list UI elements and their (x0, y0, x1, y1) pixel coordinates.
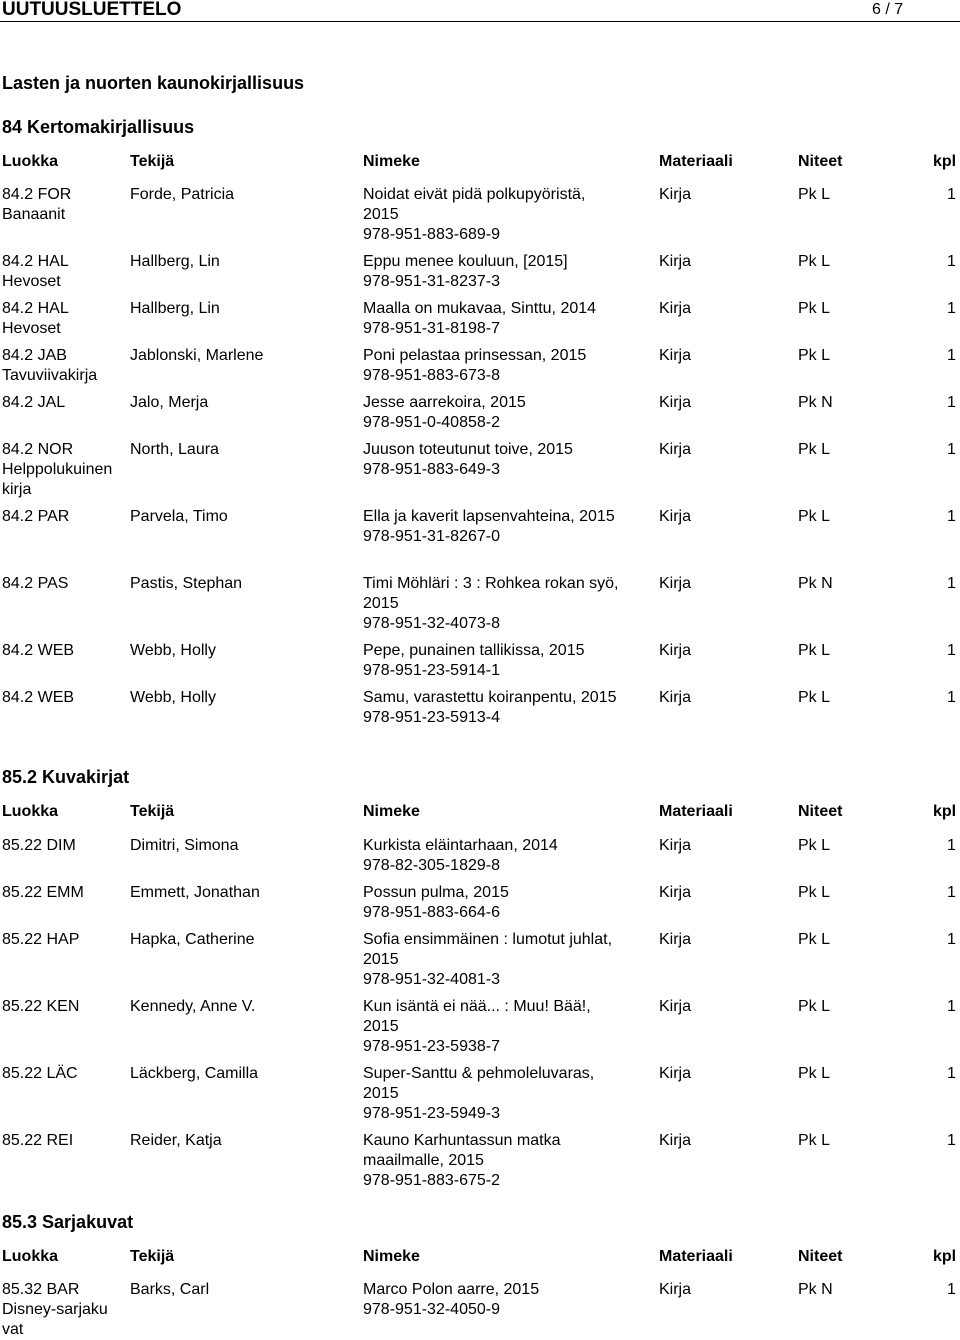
luokka-cell (2, 688, 74, 708)
title-cell (363, 346, 586, 386)
luokka-line: 85.22 HAP (2, 931, 80, 948)
title-cell (363, 688, 617, 728)
title-line: 978-951-0-40858-2 (363, 414, 500, 431)
title-line: 2015 (363, 206, 399, 223)
column-header-luokka: Luokka (2, 803, 59, 820)
title-line: Poni pelastaa prinsessan, 2015 (363, 347, 587, 364)
luokka-cell (2, 641, 74, 661)
author-cell: Jablonski, Marlene (130, 347, 264, 364)
title-line: 978-951-883-649-3 (363, 461, 500, 478)
luokka-cell (2, 930, 79, 950)
page-number: 6 / 7 (872, 1, 904, 18)
luokka-cell (2, 1280, 108, 1340)
title-line: Jesse aarrekoira, 2015 (363, 394, 526, 411)
material-cell: Kirja (659, 642, 692, 659)
title-line: 978-951-23-5949-3 (363, 1105, 500, 1122)
title-cell (363, 507, 615, 547)
title-line: 978-951-883-675-2 (363, 1172, 500, 1189)
main-heading: Lasten ja nuorten kaunokirjallisuus (2, 73, 305, 93)
luokka-line: Banaanit (2, 206, 66, 223)
column-header-tekija: Tekijä (130, 1248, 175, 1265)
luokka-line: Helppolukuinen (2, 461, 113, 478)
count-cell: 1 (947, 186, 956, 203)
luokka-cell (2, 883, 84, 903)
column-header-materiaali: Materiaali (659, 1248, 733, 1265)
title-line: 2015 (363, 951, 399, 968)
title-line: 2015 (363, 1018, 399, 1035)
title-line: 978-951-23-5938-7 (363, 1038, 500, 1055)
copies-location-cell: Pk L (798, 347, 831, 364)
luokka-cell (2, 252, 69, 292)
title-line: Kun isäntä ei nää... : Muu! Bää!, (363, 998, 591, 1015)
column-header-materiaali: Materiaali (659, 803, 733, 820)
material-cell: Kirja (659, 441, 692, 458)
luokka-line: 84.2 HAL (2, 253, 69, 270)
copies-location-cell: Pk L (798, 441, 831, 458)
title-cell (363, 1064, 594, 1124)
material-cell: Kirja (659, 575, 692, 592)
material-cell: Kirja (659, 508, 692, 525)
title-line: Sofia ensimmäinen : lumotut juhlat, (363, 931, 613, 948)
luokka-cell (2, 997, 79, 1017)
count-cell: 1 (947, 998, 956, 1015)
count-cell: 1 (947, 300, 956, 317)
copies-location-cell: Pk L (798, 689, 831, 706)
luokka-line: 85.32 BAR (2, 1281, 80, 1298)
count-cell: 1 (947, 931, 956, 948)
material-cell: Kirja (659, 837, 692, 854)
copies-location-cell: Pk L (798, 642, 831, 659)
title-cell (363, 997, 591, 1057)
luokka-cell (2, 346, 97, 386)
column-header-kpl: kpl (933, 153, 957, 170)
title-cell (363, 883, 509, 923)
luokka-cell (2, 574, 68, 594)
title-cell (363, 1280, 539, 1320)
author-cell: Hallberg, Lin (130, 253, 220, 270)
title-line: Super-Santtu & pehmoleluvaras, (363, 1065, 595, 1082)
material-cell: Kirja (659, 300, 692, 317)
luokka-cell (2, 185, 71, 225)
catalog-title: UUTUUSLUETTELO (2, 0, 182, 20)
luokka-line: 84.2 JAB (2, 347, 67, 364)
title-line: Noidat eivät pidä polkupyöristä, (363, 186, 586, 203)
count-cell: 1 (947, 884, 956, 901)
title-line: 978-951-32-4050-9 (363, 1301, 500, 1318)
title-line: 978-951-31-8267-0 (363, 528, 500, 545)
column-header-tekija: Tekijä (130, 153, 175, 170)
title-line: maailmalle, 2015 (363, 1152, 484, 1169)
count-cell: 1 (947, 1281, 956, 1298)
title-cell (363, 930, 612, 990)
luokka-line: 84.2 WEB (2, 642, 75, 659)
luokka-line: Hevoset (2, 273, 61, 290)
column-header-kpl: kpl (933, 1248, 957, 1265)
copies-location-cell: Pk L (798, 931, 831, 948)
title-line: 978-951-883-664-6 (363, 904, 500, 921)
title-line: 978-82-305-1829-8 (363, 857, 500, 874)
material-cell: Kirja (659, 253, 692, 270)
title-line: 978-951-23-5914-1 (363, 662, 500, 679)
author-cell: North, Laura (130, 441, 219, 458)
count-cell: 1 (947, 253, 956, 270)
count-cell: 1 (947, 441, 956, 458)
title-line: 978-951-31-8237-3 (363, 273, 500, 290)
count-cell: 1 (947, 642, 956, 659)
column-header-kpl: kpl (933, 803, 957, 820)
title-cell (363, 299, 596, 339)
author-cell: Hallberg, Lin (130, 300, 220, 317)
material-cell: Kirja (659, 931, 692, 948)
copies-location-cell: Pk L (798, 884, 831, 901)
copies-location-cell: Pk N (798, 394, 833, 411)
copies-location-cell: Pk L (798, 1132, 831, 1149)
luokka-line: vat (2, 1321, 24, 1338)
copies-location-cell: Pk L (798, 1065, 831, 1082)
luokka-line: Hevoset (2, 320, 61, 337)
title-line: 2015 (363, 595, 399, 612)
luokka-line: 84.2 JAL (2, 394, 66, 411)
title-line: Kauno Karhuntassun matka (363, 1132, 561, 1149)
luokka-cell (2, 1131, 73, 1151)
luokka-line: Disney-sarjaku (2, 1301, 108, 1318)
column-header-niteet: Niteet (798, 803, 843, 820)
luokka-line: kirja (2, 481, 32, 498)
title-line: 978-951-32-4081-3 (363, 971, 500, 988)
title-line: Samu, varastettu koiranpentu, 2015 (363, 689, 617, 706)
count-cell: 1 (947, 1065, 956, 1082)
title-cell (363, 1131, 560, 1191)
count-cell: 1 (947, 1132, 956, 1149)
material-cell: Kirja (659, 394, 692, 411)
column-header-nimeke: Nimeke (363, 153, 420, 170)
title-cell (363, 440, 573, 480)
luokka-cell (2, 299, 69, 339)
author-cell: Emmett, Jonathan (130, 884, 260, 901)
title-line: 2015 (363, 1085, 399, 1102)
count-cell: 1 (947, 575, 956, 592)
luokka-cell (2, 507, 69, 527)
header-rule (0, 21, 960, 22)
title-cell (363, 252, 568, 292)
material-cell: Kirja (659, 1132, 692, 1149)
author-cell: Webb, Holly (130, 689, 216, 706)
title-line: Maalla on mukavaa, Sinttu, 2014 (363, 300, 597, 317)
copies-location-cell: Pk L (798, 998, 831, 1015)
luokka-line: 84.2 FOR (2, 186, 72, 203)
material-cell: Kirja (659, 998, 692, 1015)
luokka-cell (2, 393, 65, 413)
luokka-line: 85.22 EMM (2, 884, 84, 901)
title-cell (363, 185, 585, 245)
luokka-cell (2, 836, 76, 856)
column-header-luokka: Luokka (2, 153, 59, 170)
title-line: Ella ja kaverit lapsenvahteina, 2015 (363, 508, 615, 525)
author-cell: Webb, Holly (130, 642, 216, 659)
title-line: 978-951-23-5913-4 (363, 709, 500, 726)
title-line: 978-951-31-8198-7 (363, 320, 500, 337)
count-cell: 1 (947, 508, 956, 525)
author-cell: Läckberg, Camilla (130, 1065, 259, 1082)
title-line: 978-951-883-673-8 (363, 367, 500, 384)
luokka-line: 85.22 LÄC (2, 1065, 78, 1082)
copies-location-cell: Pk L (798, 300, 831, 317)
material-cell: Kirja (659, 347, 692, 364)
column-header-niteet: Niteet (798, 153, 843, 170)
title-cell (363, 574, 619, 634)
title-line: Marco Polon aarre, 2015 (363, 1281, 540, 1298)
count-cell: 1 (947, 689, 956, 706)
luokka-cell (2, 1064, 78, 1084)
author-cell: Forde, Patricia (130, 186, 235, 203)
title-cell (363, 641, 585, 681)
author-cell: Pastis, Stephan (130, 575, 243, 592)
luokka-line: 84.2 PAR (2, 508, 70, 525)
column-header-nimeke: Nimeke (363, 803, 420, 820)
author-cell: Jalo, Merja (130, 394, 209, 411)
title-cell (363, 836, 558, 876)
title-cell (363, 393, 526, 433)
author-cell: Reider, Katja (130, 1132, 222, 1149)
luokka-line: 85.22 REI (2, 1132, 74, 1149)
copies-location-cell: Pk N (798, 1281, 833, 1298)
title-line: Kurkista eläintarhaan, 2014 (363, 837, 558, 854)
count-cell: 1 (947, 837, 956, 854)
column-header-tekija: Tekijä (130, 803, 175, 820)
author-cell: Kennedy, Anne V. (130, 998, 256, 1015)
section-heading: 84 Kertomakirjallisuus (2, 117, 195, 137)
title-line: 978-951-32-4073-8 (363, 615, 500, 632)
luokka-line: 85.22 DIM (2, 837, 76, 854)
luokka-line: 84.2 PAS (2, 575, 69, 592)
material-cell: Kirja (659, 689, 692, 706)
title-line: Possun pulma, 2015 (363, 884, 509, 901)
title-line: Juuson toteutunut toive, 2015 (363, 441, 573, 458)
column-header-niteet: Niteet (798, 1248, 843, 1265)
copies-location-cell: Pk L (798, 837, 831, 854)
material-cell: Kirja (659, 884, 692, 901)
title-line: Eppu menee kouluun, [2015] (363, 253, 568, 270)
luokka-line: 84.2 NOR (2, 441, 74, 458)
column-header-materiaali: Materiaali (659, 153, 733, 170)
copies-location-cell: Pk L (798, 253, 831, 270)
author-cell: Hapka, Catherine (130, 931, 255, 948)
title-line: Pepe, punainen tallikissa, 2015 (363, 642, 585, 659)
title-line: 978-951-883-689-9 (363, 226, 500, 243)
section-heading: 85.2 Kuvakirjat (2, 767, 130, 787)
luokka-line: Tavuviivakirja (2, 367, 98, 384)
copies-location-cell: Pk N (798, 575, 833, 592)
copies-location-cell: Pk L (798, 186, 831, 203)
title-line: Timi Möhläri : 3 : Rohkea rokan syö, (363, 575, 619, 592)
copies-location-cell: Pk L (798, 508, 831, 525)
section-heading: 85.3 Sarjakuvat (2, 1212, 134, 1232)
luokka-cell (2, 440, 112, 500)
material-cell: Kirja (659, 1065, 692, 1082)
column-header-luokka: Luokka (2, 1248, 59, 1265)
material-cell: Kirja (659, 1281, 692, 1298)
count-cell: 1 (947, 347, 956, 364)
material-cell: Kirja (659, 186, 692, 203)
luokka-line: 85.22 KEN (2, 998, 80, 1015)
luokka-line: 84.2 HAL (2, 300, 69, 317)
count-cell: 1 (947, 394, 956, 411)
column-header-nimeke: Nimeke (363, 1248, 420, 1265)
author-cell: Dimitri, Simona (130, 837, 239, 854)
luokka-line: 84.2 WEB (2, 689, 75, 706)
author-cell: Parvela, Timo (130, 508, 228, 525)
author-cell: Barks, Carl (130, 1281, 210, 1298)
